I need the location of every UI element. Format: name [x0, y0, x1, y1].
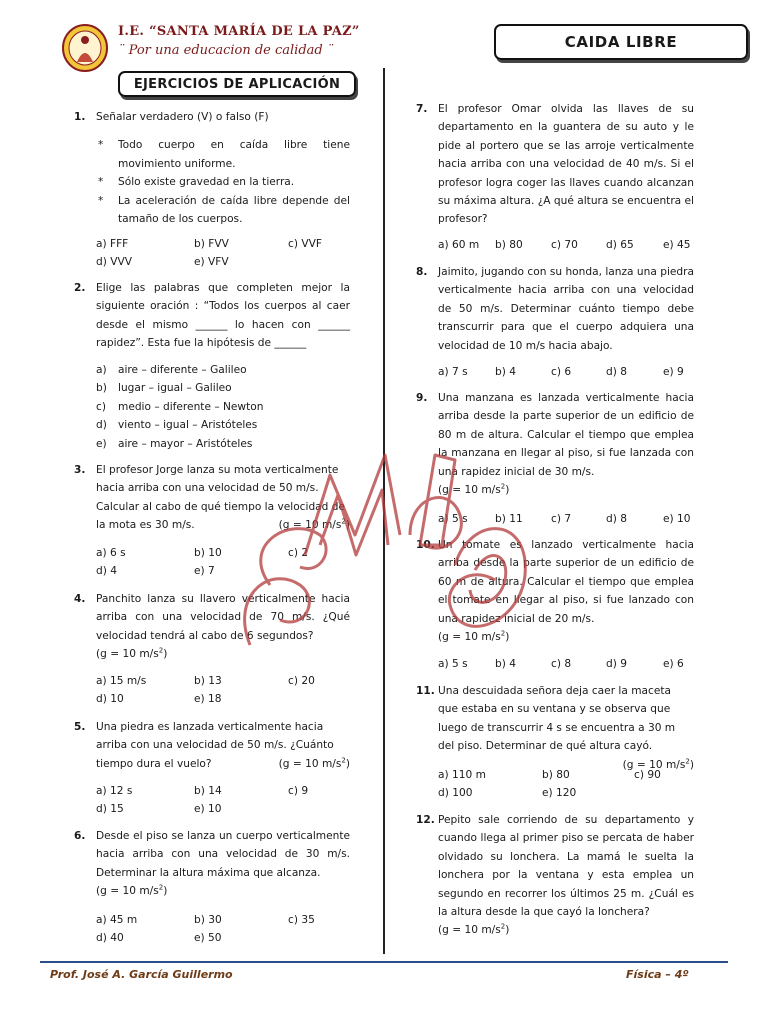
statement: * Todo cuerpo en caída libre tiene movimiento uniforme. — [96, 136, 350, 173]
question-5 — [74, 718, 350, 773]
option: d) 8 — [606, 366, 627, 378]
option: e) 9 — [663, 366, 684, 378]
option: e) 10 — [194, 803, 222, 816]
question-number: 2. — [74, 282, 86, 294]
answer-options — [438, 655, 698, 673]
choice — [96, 435, 356, 453]
option: b) 13 — [194, 675, 222, 687]
option: c) VVF — [288, 238, 322, 250]
option: e) 120 — [542, 787, 577, 800]
choice-letter: e) — [96, 437, 107, 450]
answer-options — [438, 766, 698, 803]
question-number: 3. — [74, 464, 86, 476]
option: c) 6 — [551, 366, 572, 378]
option: e) 45 — [663, 239, 691, 251]
gravity-note: (g = 10 $m/s^2$) — [278, 517, 350, 532]
statement: * La aceleración de caída libre depende del tamaño de los cuerpos. — [96, 192, 350, 229]
school-crest-icon — [62, 24, 108, 72]
gravity-note: (g = 10 $m/s^2$) — [438, 482, 510, 497]
question-11 — [416, 682, 694, 774]
gravity-note: (g = 10 $m/s^2$) — [622, 757, 694, 771]
option: a) 5 s — [438, 513, 468, 525]
option: c) 90 — [634, 769, 661, 781]
option: a) 60 m — [438, 239, 480, 251]
choice — [96, 361, 356, 379]
option: e) 50 — [194, 932, 222, 945]
answer-options — [96, 782, 356, 819]
footer-author: Prof. José A. García Guillermo — [50, 968, 233, 981]
option: a) 5 s — [438, 658, 468, 670]
option: b) 80 — [542, 769, 570, 781]
option: a) 110 m — [438, 769, 486, 781]
statement: * Sólo existe gravedad en la tierra. — [96, 173, 350, 191]
question-6 — [74, 827, 350, 901]
question-text: Señalar verdadero (V) o falso (F) — [96, 111, 269, 123]
gravity-note: (g = 10 $m/s^2$) — [96, 646, 168, 661]
question-number: 7. — [416, 103, 428, 115]
option: c) 20 — [288, 675, 315, 687]
option: c) 8 — [551, 658, 572, 670]
gravity-note: (g = 10 $m/s^2$) — [96, 883, 168, 898]
question-number: 8. — [416, 266, 428, 278]
option: d) 100 — [438, 787, 473, 800]
option: d) 40 — [96, 932, 124, 945]
gravity-note: (g = 10 $m/s^2$) — [278, 756, 350, 770]
question-text: Un tomate es lanzado verticalmente hacia arriba desde la parte superior de un edificio de 60 m de altura. Calcular el tiempo que emplea el tomate en llegar al piso, si fue lanzado con una rapidez inicial de 20 m/s. — [438, 539, 694, 625]
option: c) 7 — [551, 513, 572, 525]
question-10 — [416, 536, 694, 646]
question-1 — [74, 108, 350, 228]
question-text: Desde el piso se lanza un cuerpo verticalmente hacia arriba con una velocidad de 30 m/s. Determinar la altura máxima que alcanza. — [96, 830, 350, 879]
choice-letter: a) — [96, 364, 107, 376]
option: d) VVV — [96, 256, 132, 269]
question-2 — [74, 279, 350, 353]
option: b) 4 — [495, 366, 516, 378]
question-9 — [416, 389, 694, 499]
option: c) 2 — [288, 547, 309, 559]
option: e) 10 — [663, 513, 691, 525]
footer-course: Física – 4º — [626, 968, 689, 981]
question-3 — [74, 461, 350, 535]
gravity-note: (g = 10 $m/s^2$) — [438, 629, 510, 644]
question-8 — [416, 263, 694, 355]
question-text: El profesor Omar olvida las llaves de su departamento en la guantera de su auto y le pide al portero que se las arroje verticalmente hacia arriba con una velocidad de 40 m/s. Si el profesor logra coger las llaves cuando alcanzan su máxima altura. ¿A qué altura se encuentra el profesor? — [438, 103, 695, 226]
option: d) 15 — [96, 803, 124, 816]
answer-options — [438, 363, 698, 381]
option: a) 12 s — [96, 785, 133, 797]
answer-options — [96, 911, 356, 948]
choice-text: medio – diferente – Newton — [118, 400, 264, 413]
choice-text: viento – igual – Aristóteles — [118, 419, 258, 432]
answer-choices — [96, 361, 356, 453]
choice-text: lugar – igual – Galileo — [118, 382, 232, 395]
option: b) 80 — [495, 239, 523, 251]
question-text: Pepito sale corriendo de su departamento y cuando llega al primer piso se percata de haber olvidado su lonchera. La mamá le suelta la lonchera por la ventana y esta emplea un segundo en recorrer los últimos 25 m. ¿Cuál es la altura desde la que cayó la lonchera? — [438, 814, 694, 919]
option: e) VFV — [194, 256, 229, 269]
option: a) 7 s — [438, 366, 468, 378]
option: c) 70 — [551, 239, 578, 251]
question-text: Una descuidada señora deja caer la maceta que estaba en su ventana y se observa que luego de transcurrir 4 s se encuentra a 30 m del piso. Determinar de qué altura cayó. — [438, 685, 676, 753]
topic-title: CAIDA LIBRE — [494, 24, 748, 60]
question-number: 4. — [74, 593, 86, 605]
question-number: 1. — [74, 111, 86, 123]
question-text: Elige las palabras que completen mejor la siguiente oración : “Todos los cuerpos al caer desde el mismo ______ lo hacen con ______ rapidez”. Esta fue la hipótesis de ______ — [96, 282, 350, 350]
question-7 — [416, 100, 694, 229]
option: b) 30 — [194, 914, 222, 926]
choice — [96, 416, 356, 434]
column-divider — [383, 68, 385, 954]
section-title: EJERCICIOS DE APLICACIÓN — [118, 71, 356, 97]
gravity-note: (g = 10 $m/s^2$) — [438, 922, 510, 937]
question-text: Jaimito, jugando con su honda, lanza una piedra verticalmente hacia arriba con una velocidad de 50 m/s. Determinar cuánto tiempo debe transcurrir para que el cuerpo adquiera una velocidad de 10 m/s hacia abajo. — [438, 266, 694, 352]
school-motto: ¨ Por una educacion de calidad ¨ — [118, 43, 334, 58]
answer-options — [438, 510, 698, 528]
choice-letter: c) — [96, 400, 106, 413]
question-text: Panchito lanza su llavero verticalmente hacia arriba con una velocidad de 70 m/s. ¿Qué velocidad tendrá al cabo de 6 segundos? — [96, 593, 350, 642]
question-number: 10. — [416, 539, 435, 551]
option: d) 8 — [606, 513, 627, 525]
option: b) 11 — [495, 513, 523, 525]
option: c) 9 — [288, 785, 309, 797]
option: d) 9 — [606, 658, 627, 670]
option: a) 6 s — [96, 547, 126, 559]
answer-options — [438, 236, 698, 254]
choice-letter: b) — [96, 382, 107, 395]
choice-text: aire – diferente – Galileo — [118, 364, 247, 376]
question-number: 6. — [74, 830, 86, 842]
question-4 — [74, 590, 350, 664]
choice-text: aire – mayor – Aristóteles — [118, 437, 253, 450]
option: b) 14 — [194, 785, 222, 797]
question-number: 12. — [416, 814, 435, 826]
choice — [96, 379, 356, 397]
answer-options — [96, 235, 356, 272]
option: a) 45 m — [96, 914, 138, 926]
option: e) 6 — [663, 658, 684, 670]
answer-options — [96, 544, 356, 581]
question-number: 9. — [416, 392, 428, 404]
option: d) 4 — [96, 565, 117, 578]
option: a) 15 m/s — [96, 675, 147, 687]
school-name: I.E. “SANTA MARÍA DE LA PAZ” — [118, 24, 360, 39]
option: c) 35 — [288, 914, 315, 926]
question-12 — [416, 811, 694, 940]
option: d) 65 — [606, 239, 634, 251]
option: e) 7 — [194, 565, 215, 578]
answer-options — [96, 672, 356, 709]
option: b) 4 — [495, 658, 516, 670]
choice-letter: d) — [96, 419, 107, 432]
question-text: Una piedra es lanzada verticalmente hacia arriba con una velocidad de 50 m/s. ¿Cuánto tiempo dura el vuelo? — [96, 721, 334, 770]
option: b) FVV — [194, 238, 229, 250]
question-text: Una manzana es lanzada verticalmente hacia arriba desde la parte superior de un edificio de 80 m de altura. Calcular el tiempo que emplea la manzana en llegar al piso, si fue lanzada con una rapidez inicial de 30 m/s. — [438, 392, 694, 478]
option: e) 18 — [194, 693, 222, 706]
option: d) 10 — [96, 693, 124, 706]
question-number: 11. — [416, 685, 435, 697]
option: a) FFF — [96, 238, 129, 250]
question-text: El profesor Jorge lanza su mota verticalmente hacia arriba con una velocidad de 50 m/s. Calcular al cabo de qué tiempo la velocidad de la mota es 30 m/s. — [96, 464, 345, 532]
option: b) 10 — [194, 547, 222, 559]
question-number: 5. — [74, 721, 86, 733]
choice — [96, 398, 356, 416]
footer-line — [40, 961, 728, 963]
